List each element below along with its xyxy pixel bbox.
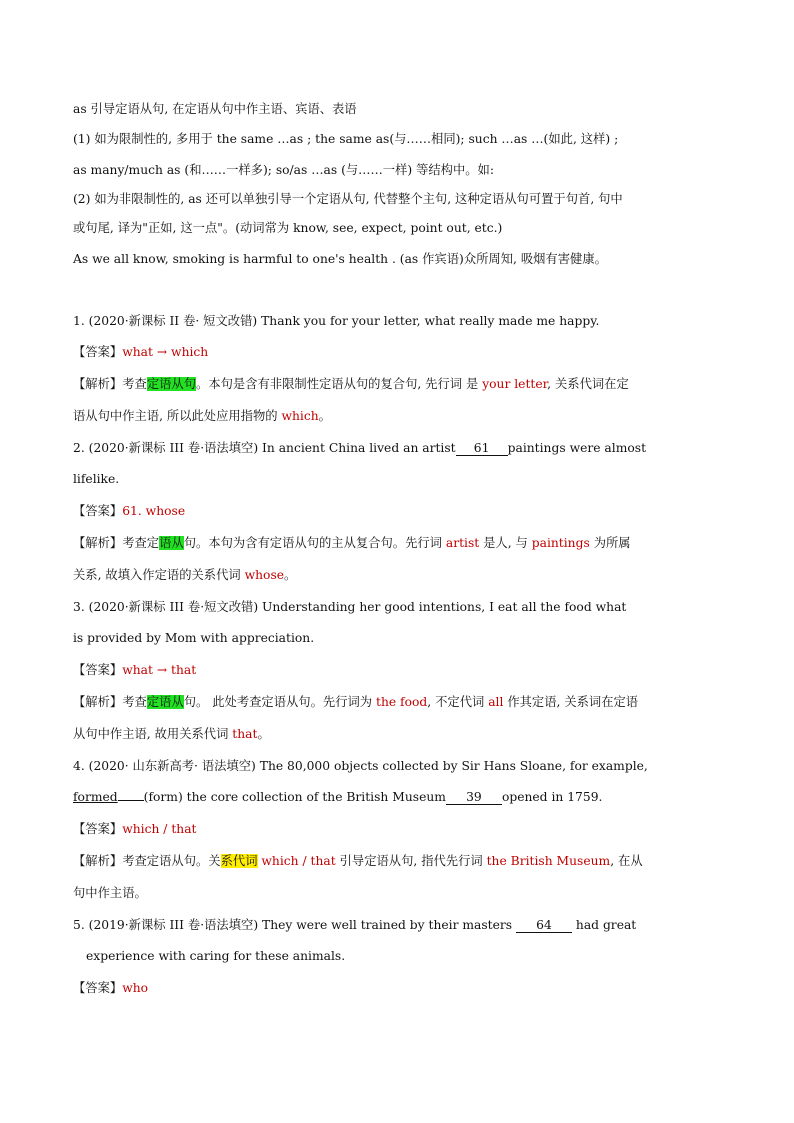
question-3-stem: 3. (2020·新课标 III 卷·短文改错) Understanding her good intentions, I eat all the food what [73, 600, 627, 614]
answer-tag: 【答案】 [73, 345, 123, 359]
answer-text: 61. whose [122, 504, 186, 518]
fill-blank: 64 [516, 918, 572, 933]
question-2-stem-cont: lifelike. [73, 472, 120, 486]
question-3-analysis: 【解析】考查定语从句。 此处考查定语从句。先行词为 the food, 不定代词 all 作其定语, 关系词在定语 [73, 695, 639, 709]
analysis-tag: 【解析】 [73, 536, 123, 550]
question-2-analysis-cont: 关系, 故填入作定语的关系代词 whose。 [73, 568, 297, 582]
analysis-tag: 【解析】 [73, 854, 123, 868]
question-2-stem: 2. (2020·新课标 III 卷·语法填空) In ancient China lived an artist 61 paintings were almost [73, 441, 647, 455]
question-2-analysis: 【解析】考查定语从句。本句为含有定语从句的主从复合句。先行词 artist 是人, 与 paintings 为所属 [73, 536, 631, 550]
question-3-answer [73, 661, 733, 679]
question-1-answer [73, 343, 733, 361]
filled-answer: formed [73, 790, 118, 804]
question-3-analysis-cont: 从句中作主语, 故用关系代词 that。 [73, 727, 270, 741]
intro-line: (1) 如为限制性的, 多用于 the same …as ; the same as(与……相同); such …as …(如此, 这样) ; [73, 132, 619, 146]
answer-text: which / that [122, 822, 197, 836]
answer-text: what → which [122, 345, 209, 359]
question-4-stem: 4. (2020· 山东新高考· 语法填空) The 80,000 objects collected by Sir Hans Sloane, for example, [73, 759, 648, 773]
question-5-stem-cont: experience with caring for these animals. [86, 949, 346, 963]
highlight: 定语从句 [146, 377, 197, 391]
analysis-tag: 【解析】 [73, 377, 123, 391]
question-3-stem-cont: is provided by Mom with appreciation. [73, 631, 315, 645]
question-4-answer [73, 820, 733, 838]
intro-line: (2) 如为非限制性的, as 还可以单独引导一个定语从句, 代替整个主句, 这种定语从句可置于句首, 句中 [73, 192, 623, 206]
intro-example: As we all know, smoking is harmful to one's health . (as 作宾语)众所周知, 吸烟有害健康。 [73, 252, 607, 266]
question-1-stem: 1. (2020·新课标 II 卷· 短文改错) Thank you for your letter, what really made me happy. [73, 314, 600, 328]
highlight: 语从 [159, 536, 184, 550]
intro-line: as 引导定语从句, 在定语从句中作主语、宾语、表语 [73, 102, 357, 116]
question-5-answer [73, 979, 733, 997]
question-1-analysis: 【解析】考查定语从句。本句是含有非限制性定语从句的复合句, 先行词 是 your letter, 关系代词在定 [73, 377, 629, 391]
question-5-stem: 5. (2019·新课标 III 卷·语法填空) They were well trained by their masters 64 had great [73, 918, 637, 932]
question-4-stem-cont: formed (form) the core collection of the British Museum 39 opened in 1759. [73, 790, 603, 804]
answer-text: what → that [122, 663, 197, 677]
fill-blank: 39 [446, 790, 502, 805]
question-4-analysis: 【解析】考查定语从句。关系代词 which / that 引导定语从句, 指代先行词 the British Museum, 在从 [73, 854, 643, 868]
question-2-answer [73, 502, 733, 520]
intro-line: 或句尾, 译为"正如, 这一点"。(动词常为 know, see, expect, point out, etc.) [73, 221, 503, 235]
fill-blank [118, 800, 144, 801]
highlight: 系代词 [220, 854, 258, 868]
question-4-analysis-cont: 句中作主语。 [73, 886, 147, 900]
intro-line: as many/much as (和……一样多); so/as …as (与……一样) 等结构中。如: [73, 163, 494, 177]
fill-blank: 61 [456, 441, 508, 456]
answer-tag: 【答案】 [73, 663, 123, 677]
answer-tag: 【答案】 [73, 981, 123, 995]
analysis-tag: 【解析】 [73, 695, 123, 709]
answer-tag: 【答案】 [73, 504, 123, 518]
question-1-analysis-cont: 语从句中作主语, 所以此处应用指物的 which。 [73, 409, 331, 423]
highlight: 定语从 [146, 695, 184, 709]
answer-tag: 【答案】 [73, 822, 123, 836]
answer-text: who [122, 981, 149, 995]
